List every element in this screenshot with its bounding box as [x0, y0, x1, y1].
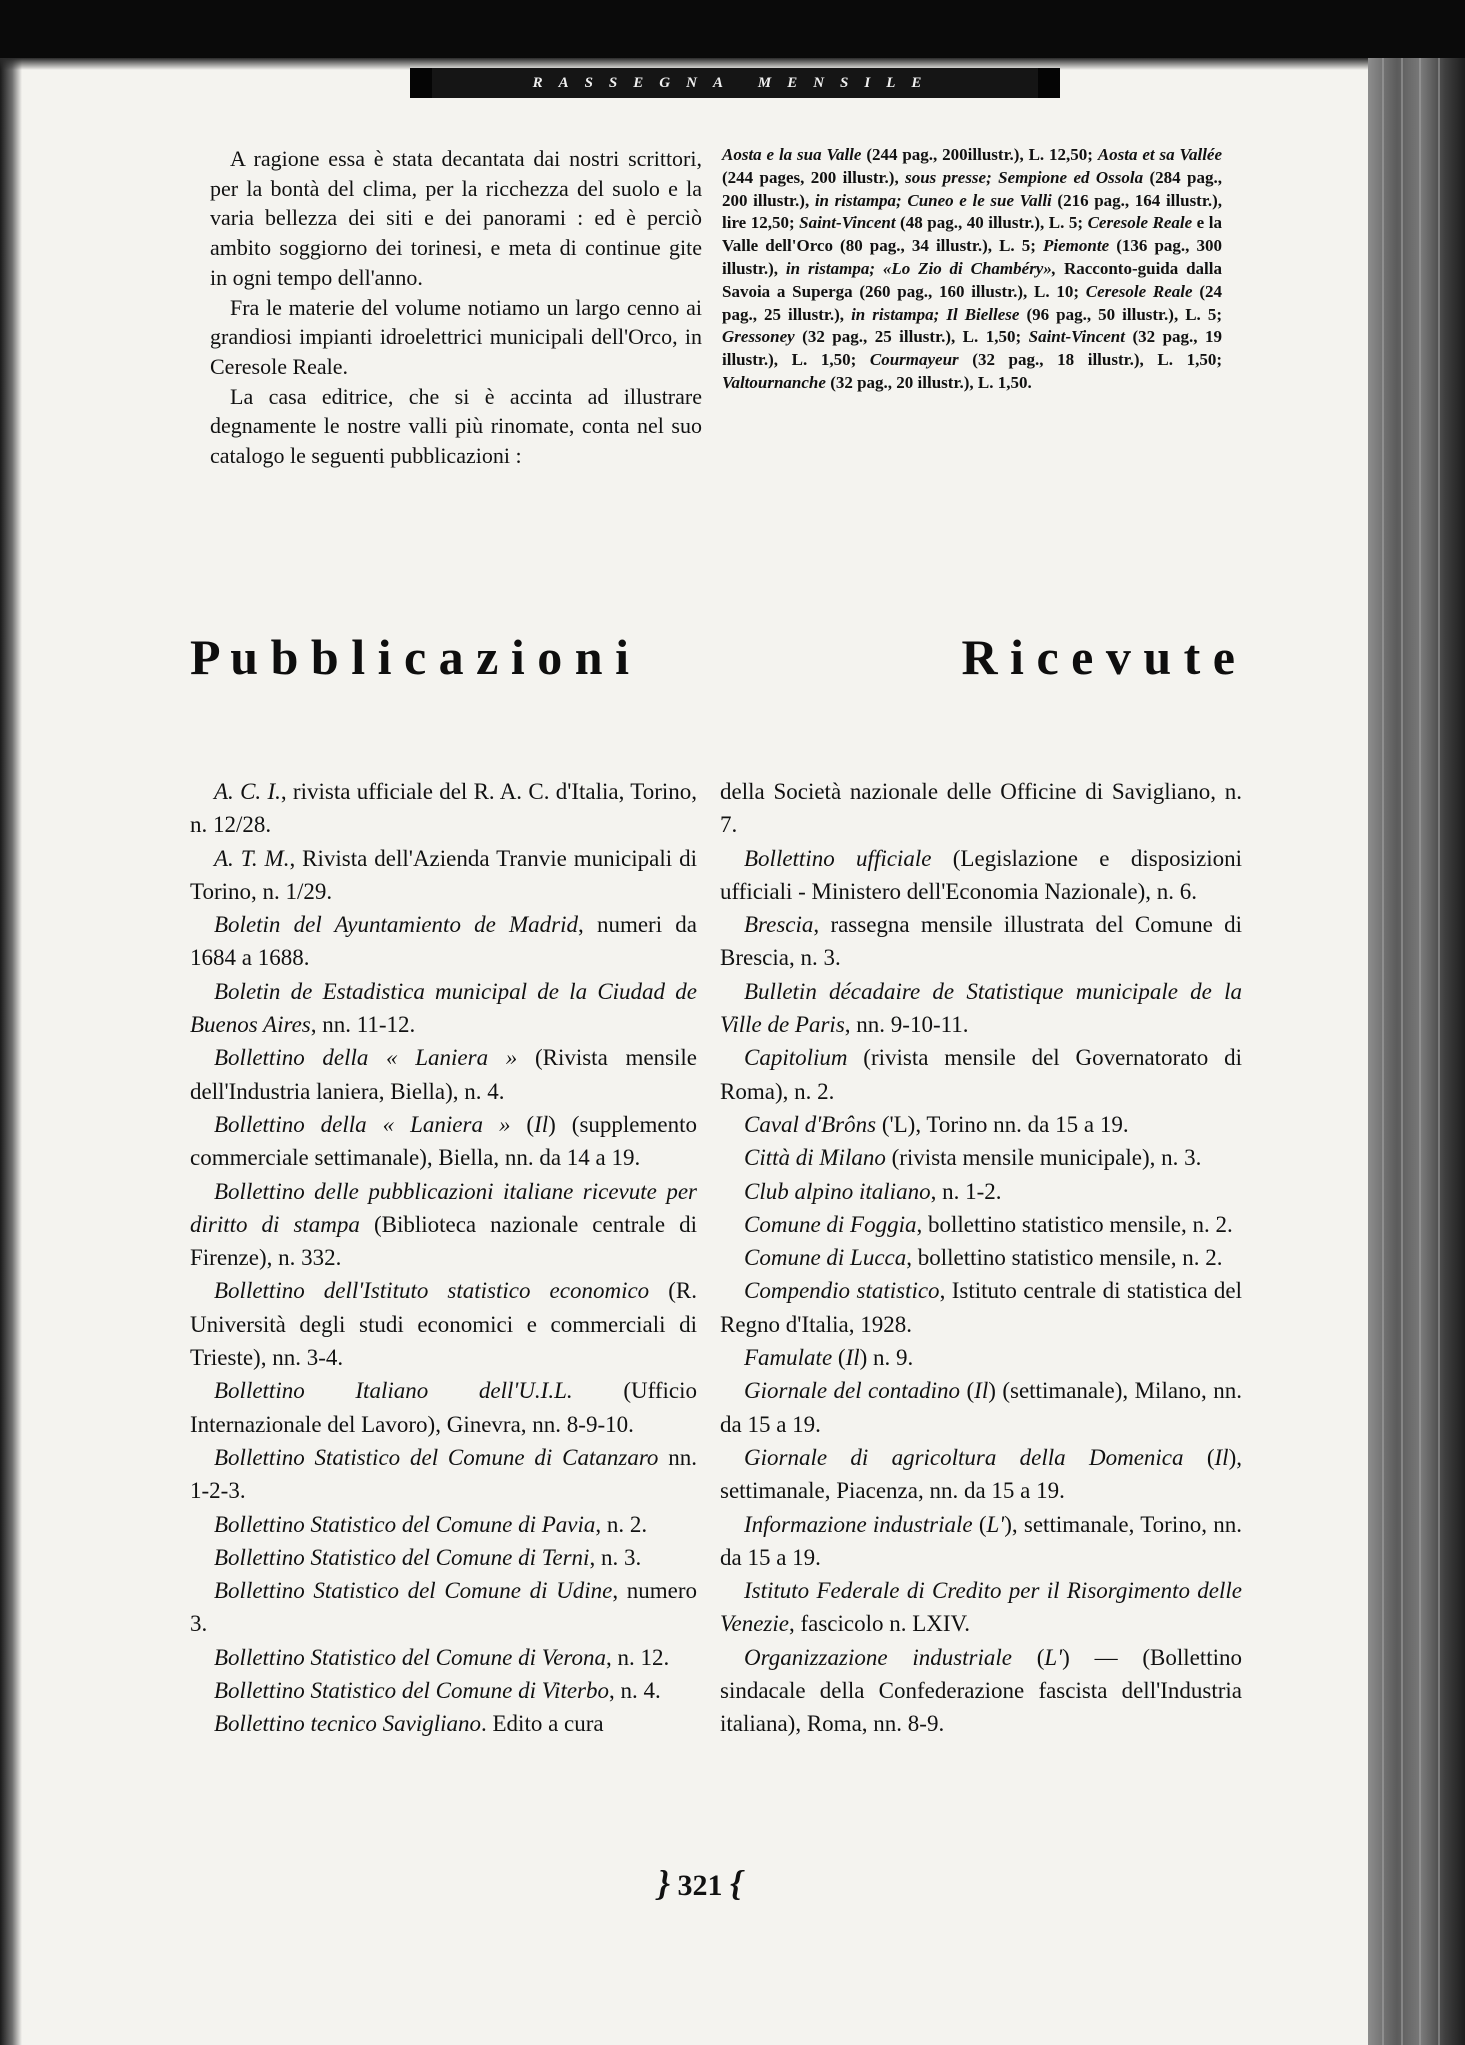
publication-entry — [190, 975, 697, 1042]
publication-entry — [720, 1574, 1242, 1641]
publication-entry — [190, 1508, 697, 1541]
intro-paragraph: Fra le materie del volume notiamo un largo cenno ai grandiosi impianti idroelettrici municipali dell'Orco, in Ceresole Reale. — [210, 294, 702, 379]
entry-text: ( — [960, 1378, 975, 1404]
italic-title-text: Bollettino Statistico del Comune di Udine — [214, 1578, 613, 1604]
publication-entry — [190, 1274, 697, 1374]
publication-entry — [720, 1175, 1242, 1208]
entry-text: (R. Università degli studi economici e commerciali di Trieste), nn. 3-4. — [190, 1278, 697, 1371]
italic-title-text: Bollettino ufficiale — [744, 845, 932, 871]
italic-title-text: Compendio statistico — [744, 1278, 940, 1304]
publication-entry — [720, 1274, 1242, 1341]
italic-title-text: Bollettino Statistico del Comune di Viterbo — [214, 1678, 609, 1704]
italic-title-text: Bulletin décadaire de Statistique municipale de la Ville de Paris — [720, 978, 1242, 1038]
italic-title-text: Ceresole Reale — [1085, 281, 1193, 301]
entry-text: (rivista mensile del Governatorato di Roma), n. 2. — [720, 1045, 1242, 1104]
entry-text: , bollettino statistico mensile, n. 2. — [916, 1211, 1233, 1237]
italic-title-text: Bollettino Statistico del Comune di Pavia — [214, 1511, 596, 1537]
entry-text: (Biblioteca nazionale centrale di Firenze), n. 332. — [190, 1211, 698, 1271]
entry-text: (32 pag., 18 illustr.), L. 1,50; — [958, 350, 1222, 370]
received-publications-right-column — [720, 775, 1242, 1741]
rubric-text: RASSEGNA MENSILE — [532, 74, 938, 91]
publication-entry — [190, 1041, 697, 1108]
italic-title-text: Saint-Vincent — [799, 213, 896, 233]
italic-title-text: Giornale del contadino — [744, 1378, 961, 1404]
entry-text: (244 pag., 200illustr.), L. 12,50; — [861, 145, 1098, 164]
section-title-word: P u b b l i c a z i o n i — [190, 629, 629, 685]
publication-entry — [720, 1241, 1242, 1274]
page-edge-line — [1419, 58, 1421, 2045]
italic-title-text: Bollettino Statistico del Comune di Verona — [214, 1644, 607, 1670]
italic-title-text: sous presse; Sempione ed Ossola — [905, 167, 1144, 187]
italic-title-text: L' — [1044, 1644, 1063, 1670]
publication-entry — [190, 842, 697, 909]
entry-text: , fascicolo n. LXIV. — [788, 1611, 970, 1637]
entry-text: , numeri da 1684 a 1688. — [190, 912, 697, 971]
italic-title-text: Capitolium — [744, 1045, 848, 1071]
entry-text: ) — (Bollettino sindacale della Confederazione fascista dell'Industria italiana), Roma, nn. 8-9. — [720, 1644, 1242, 1737]
italic-title-text: Giornale di agricoltura della Domenica — [744, 1444, 1184, 1470]
publication-entry — [720, 975, 1242, 1042]
italic-title-text: Bollettino delle pubblicazioni italiane ricevute per diritto di stampa — [190, 1178, 697, 1237]
entry-text: ( — [510, 1111, 535, 1137]
entry-text: ( — [1011, 1644, 1045, 1670]
intro-paragraph: La casa editrice, che si è accinta ad illustrare degnamente le nostre valli più rinomate, conta nel suo catalogo le seguenti pubblicazioni : — [210, 383, 702, 469]
scan-top-border — [0, 0, 1465, 60]
italic-title-text: in ristampa; «Lo Zio di Chambéry», — [785, 258, 1064, 278]
folio-right-ornament: { — [730, 1863, 743, 1903]
intro-right-column — [722, 144, 1222, 395]
publication-entry — [720, 775, 1242, 842]
book-page-edges — [1368, 58, 1465, 2045]
publication-entry — [720, 842, 1242, 909]
italic-title-text: in ristampa; Cuneo e le sue Valli — [814, 190, 1052, 210]
entry-text: ( — [972, 1511, 987, 1537]
page-edge-line — [1438, 58, 1440, 2045]
page-number: 321 — [677, 1869, 723, 1902]
publication-entry — [720, 1374, 1242, 1441]
entry-text: (24 pag., 25 illustr.), — [722, 281, 1222, 324]
page-edge-line — [1401, 58, 1403, 2045]
italic-title-text: Boletin de Estadistica municipal de la Ciudad de Buenos Aires — [190, 978, 697, 1038]
entry-text: Racconto-guida dalla Savoia a Superga (260 pag., 160 illustr.), L. 10; — [722, 258, 1222, 301]
italic-title-text: L' — [986, 1511, 1005, 1537]
publication-entry — [190, 1674, 697, 1707]
italic-title-text: Il — [534, 1111, 549, 1137]
publication-entry — [190, 1641, 697, 1674]
entry-text: ) n. 9. — [859, 1345, 914, 1371]
italic-title-text: Il — [974, 1378, 989, 1404]
entry-text: , rassegna mensile illustrata del Comune di Brescia, n. 3. — [720, 912, 1242, 971]
italic-title-text: Piemonte — [1043, 236, 1110, 256]
publication-entry — [720, 1108, 1242, 1141]
italic-title-text: Caval d'Brôns — [744, 1111, 877, 1137]
publication-entry — [720, 1208, 1242, 1241]
entry-text: (Legislazione e disposizioni ufficiali - Ministero dell'Economia Nazionale), n. 6. — [720, 845, 1242, 904]
italic-title-text: Club alpino italiano — [744, 1178, 931, 1204]
italic-title-text: Bollettino della « Laniera » — [214, 1045, 518, 1071]
publication-entry — [720, 1641, 1242, 1741]
publication-entry — [720, 1141, 1242, 1174]
italic-title-text: Bollettino dell'Istituto statistico economico — [214, 1278, 650, 1304]
entry-text: e la Valle dell'Orco (80 pag., 34 illustr.), L. 5; — [722, 213, 1222, 256]
publication-entry — [190, 1707, 697, 1740]
publication-entry — [190, 1108, 697, 1175]
publication-entry — [720, 1441, 1242, 1508]
publication-entry — [190, 1574, 697, 1641]
italic-title-text: Comune di Foggia — [744, 1211, 917, 1237]
entry-text: (284 pag., 200 illustr.), — [722, 167, 1222, 210]
italic-title-text: Aosta et sa Vallée — [1097, 145, 1223, 164]
entry-text: (Rivista mensile dell'Industria laniera, Biella), n. 4. — [190, 1045, 697, 1104]
italic-title-text: A. C. I. — [214, 779, 281, 804]
italic-title-text: Bollettino tecnico Savigliano — [214, 1711, 481, 1737]
section-title-word: R i c e v u t e — [961, 629, 1235, 685]
italic-title-text: Aosta e la sua Valle — [722, 145, 862, 164]
italic-title-text: Courmayeur — [869, 350, 959, 370]
intro-paragraph: A ragione essa è stata decantata dai nostri scrittori, per la bontà del clima, per la ricchezza del suolo e la varia bellezza dei siti e dei panorami : ed è perciò ambito soggiorno dei torinesi, e meta di continue gite in ogni tempo dell'anno. — [210, 146, 702, 290]
italic-title-text: Boletin del Ayuntamiento de Madrid — [214, 912, 579, 938]
page-edge-line — [1382, 58, 1384, 2045]
italic-title-text: Bollettino Italiano dell'U.I.L. — [214, 1378, 573, 1404]
entry-text: (rivista mensile municipale), n. 3. — [885, 1145, 1202, 1171]
entry-text: (216 pag., 164 illustr.), lire 12,50; — [722, 190, 1222, 233]
entry-text: . Edito a cura — [481, 1711, 604, 1737]
italic-title-text: Il — [1214, 1444, 1229, 1470]
italic-title-text: Bollettino Statistico del Comune di Terni — [214, 1544, 590, 1570]
publication-entry — [720, 1341, 1242, 1374]
entry-text: ( — [832, 1345, 846, 1371]
folio-left-ornament: } — [657, 1863, 670, 1903]
italic-title-text: Città di Milano — [744, 1145, 886, 1171]
entry-text: ) (supplemento commerciale settimanale), Biella, nn. da 14 a 19. — [190, 1111, 697, 1171]
italic-title-text: Ceresole Reale — [1087, 213, 1193, 233]
entry-text: , nn. 9-10-11. — [844, 1012, 969, 1038]
entry-text: , nn. 11-12. — [310, 1012, 416, 1038]
entry-text: ), settimanale, Piacenza, nn. da 15 a 19. — [720, 1444, 1242, 1504]
rubric-left-cap — [410, 68, 432, 98]
italic-title-text: Valtournanche — [722, 372, 826, 392]
entry-text: ('L), Torino nn. da 15 a 19. — [876, 1111, 1129, 1137]
entry-text: , rivista ufficiale del R. A. C. d'Italia, Torino, n. 12/28. — [190, 779, 697, 838]
intro-left-column — [210, 144, 702, 471]
italic-title-text: Istituto Federale di Credito per il Risorgimento delle Venezie — [720, 1578, 1242, 1637]
italic-title-text: Brescia — [744, 912, 814, 938]
entry-text: ), settimanale, Torino, nn. da 15 a 19. — [720, 1511, 1242, 1570]
entry-text: , Istituto centrale di statistica del Regno d'Italia, 1928. — [720, 1278, 1242, 1337]
publication-entry — [720, 1508, 1242, 1575]
publication-entry — [190, 908, 697, 975]
entry-text: , n. 3. — [589, 1544, 642, 1570]
publication-entry — [190, 775, 697, 842]
running-header-rubric — [410, 68, 1060, 98]
entry-text: (244 pages, 200 illustr.), — [722, 167, 906, 187]
publication-entry — [190, 1541, 697, 1574]
entry-text: , n. 4. — [609, 1678, 661, 1704]
entry-text: ( — [1183, 1444, 1215, 1470]
publication-entry — [720, 1041, 1242, 1108]
entry-text: (32 pag., 20 illustr.), L. 1,50. — [825, 372, 1032, 392]
entry-text: , n. 1-2. — [930, 1178, 1002, 1204]
publication-entry — [720, 908, 1242, 975]
entry-text: , n. 12. — [606, 1644, 670, 1670]
received-publications-left-column — [190, 775, 697, 1741]
entry-text: (32 pag., 19 illustr.), L. 1,50; — [722, 327, 1222, 370]
entry-text: , numero 3. — [190, 1578, 697, 1637]
italic-title-text: Informazione industriale — [744, 1511, 973, 1537]
entry-text: (136 pag., 300 illustr.), — [722, 236, 1223, 278]
entry-text: nn. 1-2-3. — [190, 1444, 698, 1504]
italic-title-text: Bollettino Statistico del Comune di Catanzaro — [214, 1444, 659, 1470]
italic-title-text: Gressoney — [722, 327, 795, 347]
italic-title-text: in ristampa; Il Biellese — [851, 304, 1020, 324]
entry-text: , Rivista dell'Azienda Tranvie municipali di Torino, n. 1/29. — [190, 845, 697, 904]
section-title — [190, 628, 1235, 686]
italic-title-text: Saint-Vincent — [1028, 327, 1125, 347]
entry-text: (48 pag., 40 illustr.), L. 5; — [895, 213, 1088, 233]
italic-title-text: A. T. M. — [214, 845, 290, 871]
entry-text: della Società nazionale delle Officine di Savigliano, n. 7. — [720, 779, 1242, 838]
page-number-folio — [630, 1862, 770, 1904]
italic-title-text: Famulate — [744, 1345, 833, 1371]
publication-entry — [190, 1441, 697, 1508]
publisher-catalog-paragraph — [722, 144, 1222, 395]
entry-text: (32 pag., 25 illustr.), L. 1,50; — [794, 327, 1029, 347]
italic-title-text: Comune di Lucca — [744, 1245, 907, 1271]
italic-title-text: Organizzazione industriale — [744, 1644, 1012, 1670]
entry-text: (Ufficio Internazionale del Lavoro), Ginevra, nn. 8-9-10. — [190, 1378, 697, 1437]
entry-text: , n. 2. — [595, 1511, 648, 1537]
entry-text: , bollettino statistico mensile, n. 2. — [906, 1245, 1223, 1271]
page-gutter-shadow — [0, 58, 22, 2045]
publication-entry — [190, 1374, 697, 1441]
publication-entry — [190, 1175, 697, 1275]
entry-text: ) (settimanale), Milano, nn. da 15 a 19. — [720, 1378, 1242, 1437]
italic-title-text: Il — [845, 1345, 860, 1371]
italic-title-text: Bollettino della « Laniera » — [214, 1111, 511, 1137]
entry-text: (96 pag., 50 illustr.), L. 5; — [1019, 304, 1222, 324]
rubric-right-cap — [1038, 68, 1060, 98]
